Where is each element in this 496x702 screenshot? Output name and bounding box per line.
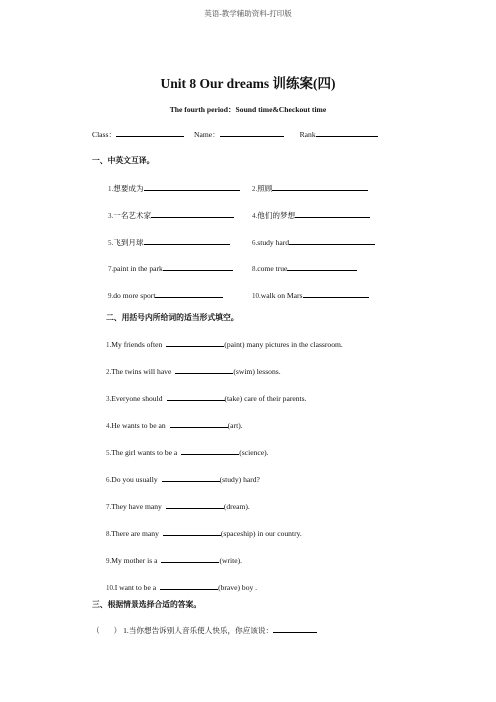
- answer-paren-close: ）: [113, 626, 122, 635]
- item-number: 10.: [252, 292, 261, 300]
- item-number: 4.: [252, 212, 258, 220]
- name-label: Name：: [193, 130, 220, 139]
- fill-blank-item: [106, 338, 343, 349]
- question-text: 1.当你想告诉别人音乐使人快乐，你应该说：: [123, 626, 274, 635]
- item-text: do more sport: [113, 291, 156, 300]
- item-number: 10.: [106, 584, 115, 592]
- sentence-end: (spaceship) in our country.: [220, 529, 302, 538]
- answer-blank[interactable]: [303, 289, 369, 298]
- sentence-start: Do you usually: [111, 475, 158, 484]
- worksheet-title: Unit 8 Our dreams 训练案(四): [160, 76, 336, 91]
- item-text: 他们的梦想: [257, 211, 296, 220]
- item-text: 飞到月球: [113, 238, 144, 247]
- vocab-item: [252, 236, 375, 247]
- item-text: walk on Mars: [260, 291, 303, 300]
- item-number: 7.: [108, 265, 114, 273]
- item-number: 7.: [106, 503, 112, 511]
- sentence-start: I want to be a: [114, 583, 157, 592]
- sentence-start: There are many: [111, 529, 159, 538]
- answer-blank[interactable]: [144, 236, 230, 245]
- answer-blank[interactable]: [181, 446, 239, 455]
- sentence-end: (brave) boy .: [218, 583, 258, 592]
- sentence-end: (study) hard?: [219, 475, 260, 484]
- sentence-start: The girl wants to be a: [111, 448, 178, 457]
- fill-blank-item: [106, 392, 307, 403]
- item-number: 2.: [106, 368, 112, 376]
- answer-blank[interactable]: [163, 527, 221, 536]
- fill-blank-item: [106, 446, 269, 457]
- answer-blank[interactable]: [167, 392, 225, 401]
- sentence-end: (swim) lessons.: [233, 367, 281, 376]
- answer-blank[interactable]: [162, 473, 220, 482]
- fill-blank-item: [106, 365, 281, 376]
- vocab-item: [252, 209, 370, 221]
- page-header: 英语-教学辅助资料-打印版: [204, 9, 292, 18]
- sentence-start: The twins will have: [111, 367, 172, 376]
- fill-blank-item: [106, 473, 260, 484]
- class-blank[interactable]: [116, 128, 184, 137]
- item-number: 1.: [106, 341, 112, 349]
- vocab-item: [252, 289, 369, 300]
- class-label: Class：: [92, 130, 117, 139]
- item-text: study hard: [257, 238, 290, 247]
- item-number: 6.: [252, 239, 258, 247]
- item-text: 一名艺术家: [113, 211, 152, 220]
- fill-blank-item: [106, 419, 243, 430]
- question-blank[interactable]: [273, 624, 317, 633]
- item-number: 3.: [108, 212, 114, 220]
- fill-blank-item: [106, 527, 302, 538]
- item-number: 6.: [106, 476, 112, 484]
- answer-blank[interactable]: [289, 236, 375, 245]
- section-1-heading: 一、中英文互译。: [92, 156, 155, 165]
- answer-blank[interactable]: [155, 289, 223, 298]
- fill-blank-item: [106, 500, 250, 511]
- answer-blank[interactable]: [272, 182, 368, 191]
- item-number: 2.: [252, 185, 258, 193]
- fill-blank-item: [106, 554, 242, 565]
- item-number: 9.: [106, 557, 112, 565]
- section-3-heading: 三、根据情景选择合适的答案。: [92, 600, 202, 609]
- vocab-item: [108, 236, 230, 248]
- sentence-end: (write).: [219, 556, 243, 565]
- answer-blank[interactable]: [295, 209, 370, 218]
- answer-paren-open: （: [92, 626, 100, 635]
- answer-blank[interactable]: [161, 554, 219, 563]
- answer-blank[interactable]: [170, 419, 228, 428]
- sentence-end: (paint) many pictures in the classroom.: [224, 340, 343, 349]
- worksheet-subtitle: The fourth period：Sound time&Checkout time: [169, 105, 327, 114]
- item-number: 1.: [108, 185, 114, 193]
- vocab-item: [108, 209, 234, 221]
- item-number: 8.: [106, 530, 112, 538]
- sentence-start: They have many: [111, 502, 162, 511]
- section-3-question-1: [92, 624, 317, 636]
- item-text: paint in the park: [113, 264, 163, 273]
- item-text: come true: [257, 264, 288, 273]
- answer-blank[interactable]: [163, 262, 233, 271]
- item-number: 5.: [108, 239, 114, 247]
- sentence-start: My friends often: [111, 340, 163, 349]
- answer-blank[interactable]: [166, 338, 224, 347]
- item-number: 8.: [252, 265, 258, 273]
- student-info-row: [92, 128, 378, 140]
- answer-blank[interactable]: [287, 262, 357, 271]
- vocab-item: [252, 262, 357, 273]
- sentence-start: He wants to be an: [111, 421, 166, 430]
- answer-blank[interactable]: [175, 365, 233, 374]
- sentence-end: (art).: [227, 421, 243, 430]
- sentence-start: My mother is a: [111, 556, 158, 565]
- item-number: 9.: [108, 292, 114, 300]
- item-text: 照顾: [257, 184, 273, 193]
- section-2-heading: 二、用括号内所给词的适当形式填空。: [106, 313, 239, 322]
- rank-label: Rank: [299, 130, 316, 139]
- vocab-item: [108, 262, 233, 273]
- answer-blank[interactable]: [166, 500, 224, 509]
- sentence-end: (take) care of their parents.: [224, 394, 307, 403]
- rank-blank[interactable]: [316, 128, 378, 137]
- answer-blank[interactable]: [151, 209, 234, 218]
- item-text: 想要成为: [113, 184, 144, 193]
- item-number: 4.: [106, 422, 112, 430]
- sentence-end: (dream).: [223, 502, 250, 511]
- answer-blank[interactable]: [144, 182, 240, 191]
- vocab-item: [108, 182, 240, 194]
- item-number: 5.: [106, 449, 112, 457]
- name-blank[interactable]: [220, 128, 284, 137]
- vocab-item: [108, 289, 223, 300]
- vocab-item: [252, 182, 368, 194]
- fill-blank-item: [106, 581, 257, 592]
- sentence-start: Everyone should: [111, 394, 163, 403]
- sentence-end: (science).: [239, 448, 269, 457]
- item-number: 3.: [106, 395, 112, 403]
- answer-blank[interactable]: [160, 581, 218, 590]
